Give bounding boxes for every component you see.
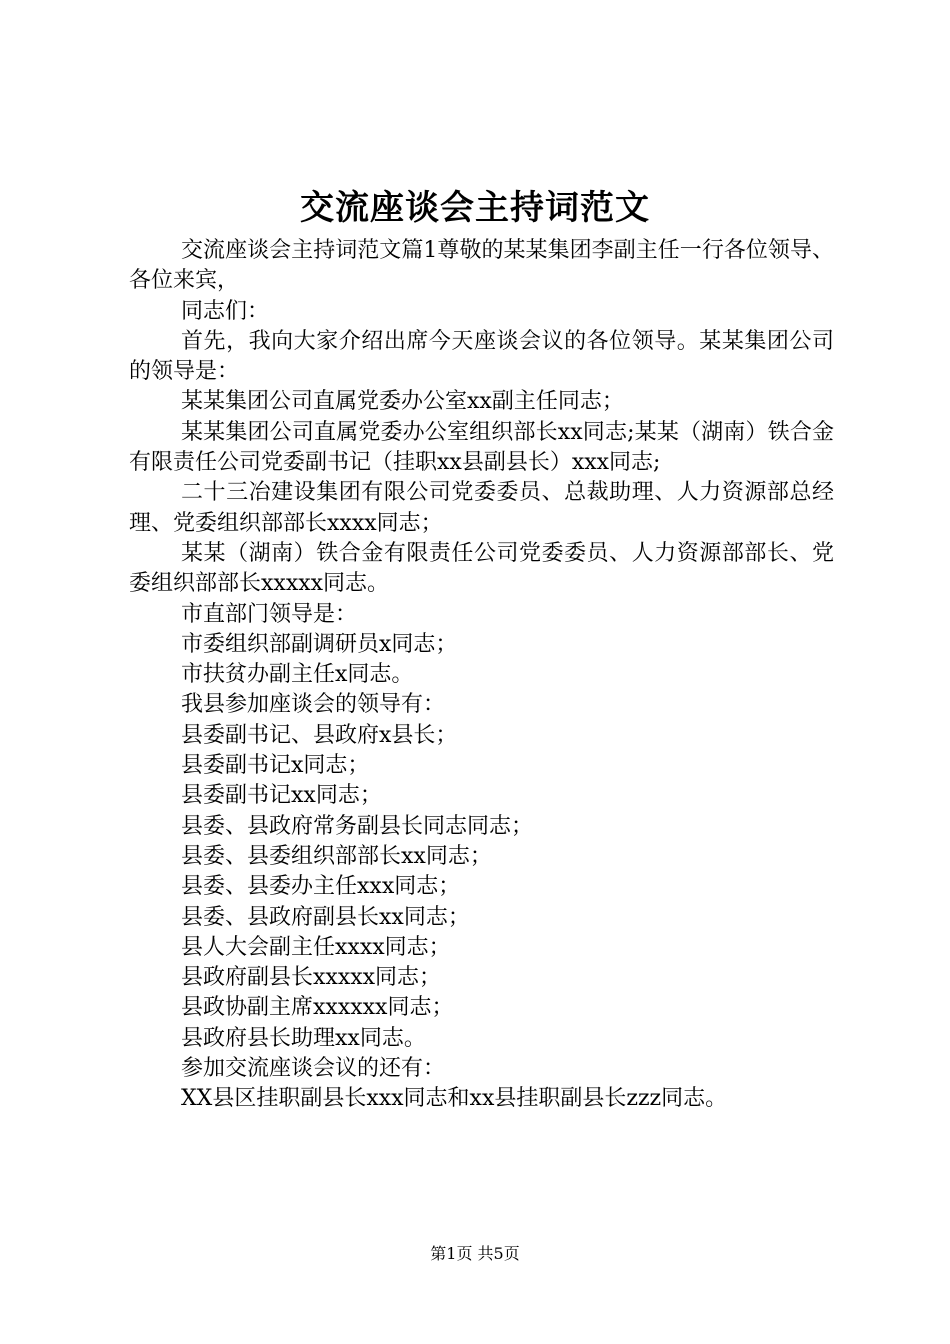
paragraph: 首先，我向大家介绍出席今天座谈会议的各位领导。某某集团公司的领导是：: [129, 328, 834, 385]
paragraph: 市委组织部副调研员x同志；: [181, 631, 458, 657]
paragraph: 二十三冶建设集团有限公司党委委员、总裁助理、人力资源部总经理、党委组织部部长xxxx同志；: [129, 480, 834, 536]
paragraph: XX县区挂职副县长xxx同志和xx县挂职副县长zzz同志。: [181, 1086, 728, 1112]
page-footer: 第1页 共5页: [430, 1244, 520, 1263]
paragraph: 县委、县政府常务副县长同志同志；: [181, 813, 534, 839]
paragraph: 市直部门领导是：: [181, 601, 358, 627]
document-body: [129, 236, 834, 1115]
paragraph: 市扶贫办副主任x同志。: [181, 662, 414, 688]
paragraph: 县委副书记xx同志；: [181, 783, 382, 809]
paragraph: 某某（湖南）铁合金有限责任公司党委委员、人力资源部部长、党委组织部部长xxxxx同志。: [129, 540, 834, 597]
paragraph: 我县参加座谈会的领导有：: [181, 692, 446, 718]
paragraph: 同志们：: [181, 298, 270, 324]
paragraph: 县委、县政府副县长xx同志；: [181, 904, 470, 930]
paragraph: 县委副书记x同志；: [181, 753, 370, 779]
paragraph: 县委、县委办主任xxx同志；: [181, 874, 461, 900]
paragraph: 县政府副县长xxxxx同志；: [181, 965, 442, 991]
paragraph: 县委副书记、县政府x县长；: [181, 722, 458, 748]
paragraph: 县政府县长助理xx同志。: [181, 1025, 426, 1051]
paragraph: 参加交流座谈会议的还有：: [181, 1056, 446, 1082]
paragraph: 县政协副主席xxxxxx同志；: [181, 995, 454, 1021]
document-title: 交流座谈会主持词范文: [300, 188, 650, 228]
paragraph: 县人大会副主任xxxx同志；: [181, 934, 451, 960]
paragraph: 县委、县委组织部部长xx同志；: [181, 843, 492, 869]
paragraph: 交流座谈会主持词范文篇1尊敬的某某集团李副主任一行各位领导、各位来宾，: [129, 238, 834, 294]
paragraph: 某某集团公司直属党委办公室组织部长xx同志;某某（湖南）铁合金有限责任公司党委副书记（挂职xx县副县长）xxx同志;: [129, 419, 834, 476]
paragraph: 某某集团公司直属党委办公室xx副主任同志；: [181, 389, 624, 415]
